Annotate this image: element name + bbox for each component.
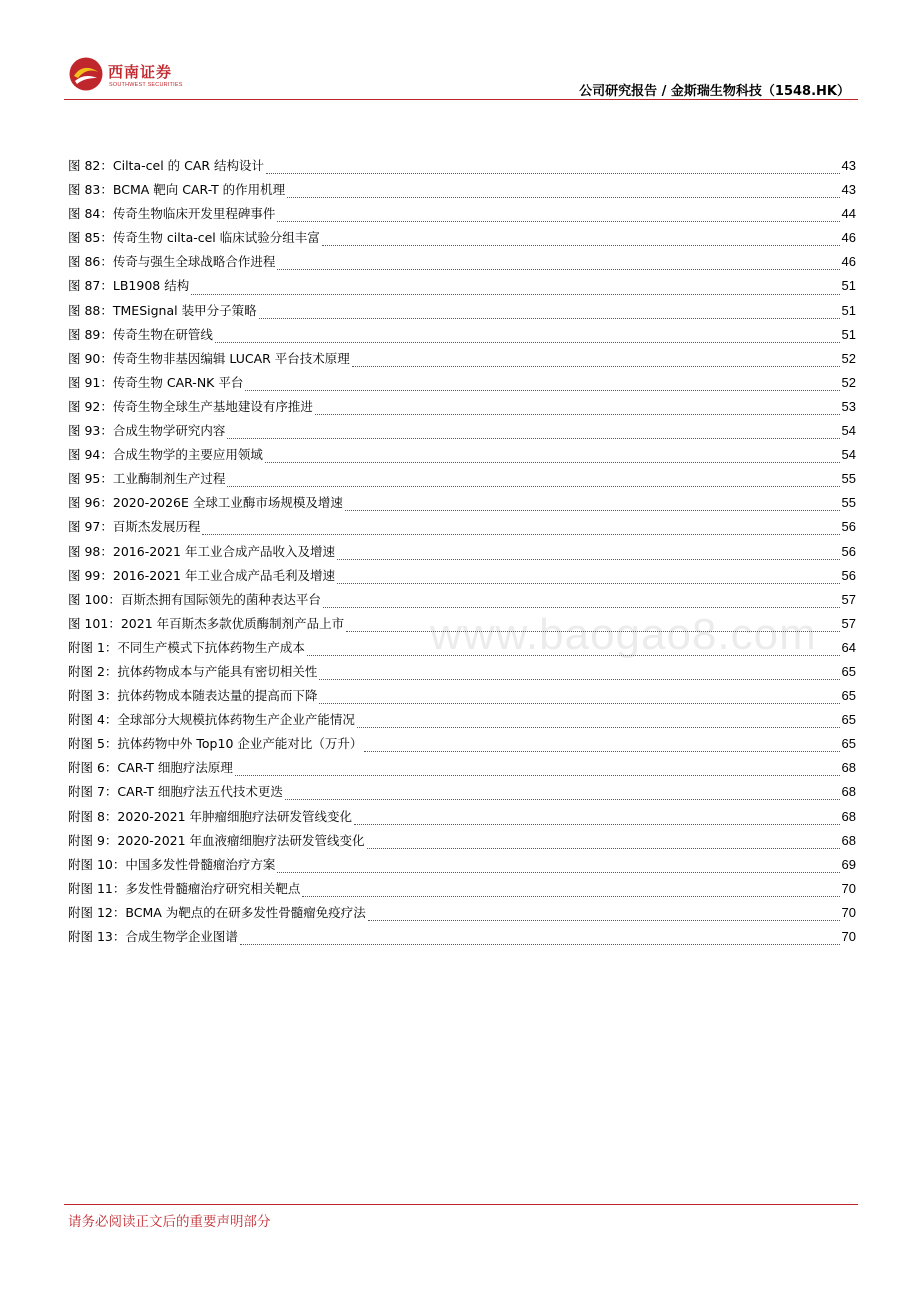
report-header-title: 公司研究报告 / 金斯瑞生物科技（1548.HK） [579,84,850,99]
toc-entry[interactable] [68,758,856,782]
toc-dot-leader [345,509,840,511]
toc-entry-page-number[interactable]: 57 [841,615,856,631]
toc-dot-leader [266,172,839,174]
toc-entry[interactable] [68,445,856,469]
toc-entry[interactable] [68,614,856,638]
watermark: www.baogao8.com [430,610,817,659]
toc-dot-leader [265,461,840,463]
toc-dot-leader [227,437,839,439]
toc-dot-leader [307,654,840,656]
toc-entry-page-number[interactable]: 46 [841,230,856,246]
toc-entry-label[interactable]: 图 90：传奇生物非基因编辑 LUCAR 平台技术原理 [68,350,350,366]
toc-entry-page-number[interactable]: 65 [841,663,856,679]
toc-entry[interactable] [68,710,856,734]
toc-entry[interactable] [68,903,856,927]
toc-entry-page-number[interactable]: 68 [841,784,856,800]
toc-entry-page-number[interactable]: 68 [841,760,856,776]
footer-divider [64,1204,858,1205]
toc-entry-label[interactable]: 图 85：传奇生物 cilta-cel 临床试验分组丰富 [68,230,320,246]
southwest-securities-logo-icon [68,56,104,92]
toc-dot-leader [337,558,840,560]
toc-entry-page-number[interactable]: 55 [841,495,856,511]
toc-entry-label[interactable]: 图 92：传奇生物全球生产基地建设有序推进 [68,398,313,414]
logo-name: 西南证券 [108,63,173,81]
toc-entry-label[interactable]: 图 86：传奇与强生全球战略合作进程 [68,254,276,270]
toc-dot-leader [240,943,840,945]
toc-entry-label[interactable]: 图 100：百斯杰拥有国际领先的菌种表达平台 [68,591,321,607]
toc-dot-leader [235,774,840,776]
toc-dot-leader [346,630,839,632]
toc-entry-label[interactable]: 图 98：2016-2021 年工业合成产品收入及增速 [68,543,335,559]
toc-entry-label[interactable]: 附图 8：2020-2021 年肿瘤细胞疗法研发管线变化 [68,808,353,824]
toc-entry-page-number[interactable]: 70 [841,904,856,920]
toc-dot-leader [357,726,840,728]
toc-entry-label[interactable]: 图 91：传奇生物 CAR-NK 平台 [68,374,244,390]
toc-entry[interactable] [68,276,856,300]
toc-entry[interactable] [68,638,856,662]
toc-entry-label[interactable]: 附图 5：抗体药物中外 Top10 企业产能对比（万升） [68,736,363,752]
toc-entry-label[interactable]: 图 89：传奇生物在研管线 [68,326,213,342]
toc-entry-page-number[interactable]: 57 [841,591,856,607]
toc-entry-page-number[interactable]: 55 [841,471,856,487]
toc-entry-page-number[interactable]: 56 [841,567,856,583]
toc-entry-label[interactable]: 图 101：2021 年百斯杰多款优质酶制剂产品上市 [68,615,345,631]
toc-dot-leader [319,678,839,680]
toc-dot-leader [302,895,839,897]
toc-dot-leader [364,750,839,752]
toc-entry-label[interactable]: 附图 9：2020-2021 年血液瘤细胞疗法研发管线变化 [68,832,365,848]
figure-index-list [68,156,856,951]
toc-entry-page-number[interactable]: 51 [841,302,856,318]
toc-entry[interactable] [68,686,856,710]
toc-entry[interactable] [68,517,856,541]
toc-entry-page-number[interactable]: 54 [841,447,856,463]
toc-entry[interactable] [68,228,856,252]
toc-entry[interactable] [68,782,856,806]
toc-entry[interactable] [68,493,856,517]
toc-entry-page-number[interactable]: 44 [841,206,856,222]
toc-entry-label[interactable]: 附图 10：中国多发性骨髓瘤治疗方案 [68,856,276,872]
toc-entry[interactable] [68,590,856,614]
toc-entry[interactable] [68,927,856,951]
toc-dot-leader [287,196,839,198]
footer-disclaimer-note: 请务必阅读正文后的重要声明部分 [68,1214,271,1230]
toc-entry[interactable] [68,734,856,758]
toc-entry-page-number[interactable]: 65 [841,712,856,728]
toc-entry-label[interactable]: 附图 1：不同生产模式下抗体药物生产成本 [68,639,305,655]
toc-entry[interactable] [68,325,856,349]
toc-entry-page-number[interactable]: 52 [841,374,856,390]
toc-entry-page-number[interactable]: 68 [841,832,856,848]
toc-entry-label[interactable]: 图 94：合成生物学的主要应用领域 [68,447,263,463]
toc-entry-label[interactable]: 图 97：百斯杰发展历程 [68,519,201,535]
toc-dot-leader [277,220,839,222]
toc-entry-label[interactable]: 附图 7：CAR-T 细胞疗法五代技术更迭 [68,784,283,800]
toc-dot-leader [259,317,840,319]
toc-entry-label[interactable]: 附图 13：合成生物学企业图谱 [68,929,238,944]
toc-dot-leader [245,389,839,391]
toc-dot-leader [322,244,840,246]
toc-entry-label[interactable]: 图 84：传奇生物临床开发里程碑事件 [68,206,276,222]
toc-entry-label[interactable]: 附图 6：CAR-T 细胞疗法原理 [68,760,233,776]
toc-entry[interactable] [68,879,856,903]
toc-entry[interactable] [68,301,856,325]
toc-entry-label[interactable]: 图 99：2016-2021 年工业合成产品毛利及增速 [68,567,335,583]
toc-entry-page-number[interactable]: 70 [841,880,856,896]
toc-entry[interactable] [68,204,856,228]
toc-dot-leader [368,919,840,921]
toc-entry[interactable] [68,397,856,421]
toc-entry-label[interactable]: 附图 4：全球部分大规模抗体药物生产企业产能情况 [68,712,355,728]
toc-entry-page-number[interactable]: 56 [841,543,856,559]
toc-dot-leader [191,293,839,295]
toc-dot-leader [227,485,839,487]
logo-subtitle: SOUTHWEST SECURITIES [109,82,183,88]
toc-entry[interactable] [68,349,856,373]
toc-entry-page-number[interactable]: 54 [841,423,856,439]
toc-entry-page-number[interactable]: 52 [841,350,856,366]
toc-entry-label[interactable]: 附图 12：BCMA 为靶点的在研多发性骨髓瘤免疫疗法 [68,904,366,920]
toc-entry-page-number[interactable]: 43 [841,182,856,198]
toc-entry[interactable] [68,156,856,180]
toc-entry-label[interactable]: 附图 11：多发性骨髓瘤治疗研究相关靶点 [68,880,301,896]
toc-entry-page-number[interactable]: 51 [841,278,856,294]
toc-entry[interactable] [68,807,856,831]
toc-entry-page-number[interactable]: 43 [841,158,856,173]
toc-dot-leader [319,702,839,704]
toc-entry-page-number[interactable]: 53 [841,398,856,414]
toc-entry-label[interactable]: 图 82：Cilta-cel 的 CAR 结构设计 [68,158,265,173]
toc-entry-page-number[interactable]: 70 [841,929,856,944]
toc-entry[interactable] [68,831,856,855]
toc-entry-page-number[interactable]: 51 [841,326,856,342]
toc-entry-page-number[interactable]: 56 [841,519,856,535]
toc-entry-label[interactable]: 图 96：2020-2026E 全球工业酶市场规模及增速 [68,495,343,511]
toc-dot-leader [367,847,840,849]
toc-entry[interactable] [68,252,856,276]
toc-entry-page-number[interactable]: 68 [841,808,856,824]
toc-entry[interactable] [68,373,856,397]
toc-entry-page-number[interactable]: 69 [841,856,856,872]
brand-logo [68,56,198,96]
toc-dot-leader [337,582,840,584]
toc-dot-leader [202,533,839,535]
toc-dot-leader [354,823,839,825]
header-divider [64,99,858,100]
toc-entry[interactable] [68,180,856,204]
toc-dot-leader [323,606,840,608]
toc-entry-label[interactable]: 附图 2：抗体药物成本与产能具有密切相关性 [68,663,318,679]
toc-entry[interactable] [68,566,856,590]
toc-entry-page-number[interactable]: 65 [841,688,856,704]
toc-dot-leader [277,268,839,270]
toc-entry-label[interactable]: 附图 3：抗体药物成本随表达量的提高而下降 [68,688,318,704]
toc-dot-leader [277,871,839,873]
toc-dot-leader [285,798,840,800]
toc-entry-page-number[interactable]: 46 [841,254,856,270]
toc-entry-label[interactable]: 图 83：BCMA 靶向 CAR-T 的作用机理 [68,182,286,198]
toc-entry[interactable] [68,469,856,493]
toc-entry-page-number[interactable]: 65 [841,736,856,752]
toc-dot-leader [215,341,840,343]
toc-dot-leader [315,413,840,415]
toc-entry[interactable] [68,662,856,686]
toc-entry-label[interactable]: 图 87：LB1908 结构 [68,278,190,294]
toc-entry[interactable] [68,855,856,879]
toc-dot-leader [352,365,840,367]
toc-entry-label[interactable]: 图 88：TMESignal 装甲分子策略 [68,302,257,318]
toc-entry[interactable] [68,421,856,445]
toc-entry[interactable] [68,542,856,566]
toc-entry-label[interactable]: 图 93：合成生物学研究内容 [68,423,226,439]
toc-entry-page-number[interactable]: 64 [841,639,856,655]
toc-entry-label[interactable]: 图 95：工业酶制剂生产过程 [68,471,226,487]
